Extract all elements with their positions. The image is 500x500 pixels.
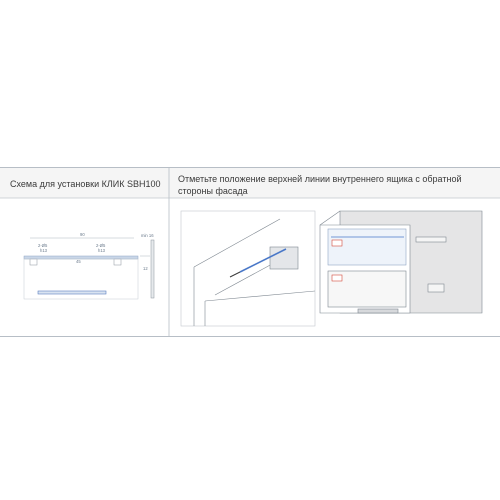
dim-width: 90 <box>80 232 85 237</box>
dim-side: 12 <box>143 266 148 271</box>
top-rail <box>24 256 138 259</box>
side-profile <box>151 240 154 298</box>
lower-runner-clip <box>428 284 444 292</box>
dim-left-hole: 2-Ø5 <box>38 243 48 248</box>
upper-drawer <box>328 229 406 265</box>
drawer-cabinet-drawing <box>320 211 482 313</box>
pencil-tip-icon <box>230 272 240 277</box>
dim-right-depth: h13 <box>98 248 105 253</box>
base-rail <box>358 309 398 313</box>
drawer-top-line <box>205 291 315 301</box>
dim-right-hole: 2-Ø5 <box>96 243 106 248</box>
upper-runner <box>416 237 446 242</box>
mounting-scheme <box>24 232 154 299</box>
instruction-figure <box>0 167 500 337</box>
dim-min: min 16 <box>141 233 154 238</box>
cabinet-top-edge <box>194 219 280 267</box>
right-header: Отметьте положение верхней линии внутреннего ящика с обратной стороны фасада <box>178 174 462 196</box>
facade-marking-drawing <box>181 211 315 326</box>
dim-left-depth: h13 <box>40 248 47 253</box>
dim-mid: 45 <box>76 259 81 264</box>
cabinet-corner-top <box>320 211 340 225</box>
lower-marker <box>332 275 342 281</box>
upper-marker <box>332 240 342 246</box>
bottom-rail <box>38 291 106 294</box>
right-screw-block <box>114 259 121 265</box>
left-header: Схема для установки КЛИК SBH100 <box>10 179 161 189</box>
left-screw-block <box>30 259 37 265</box>
